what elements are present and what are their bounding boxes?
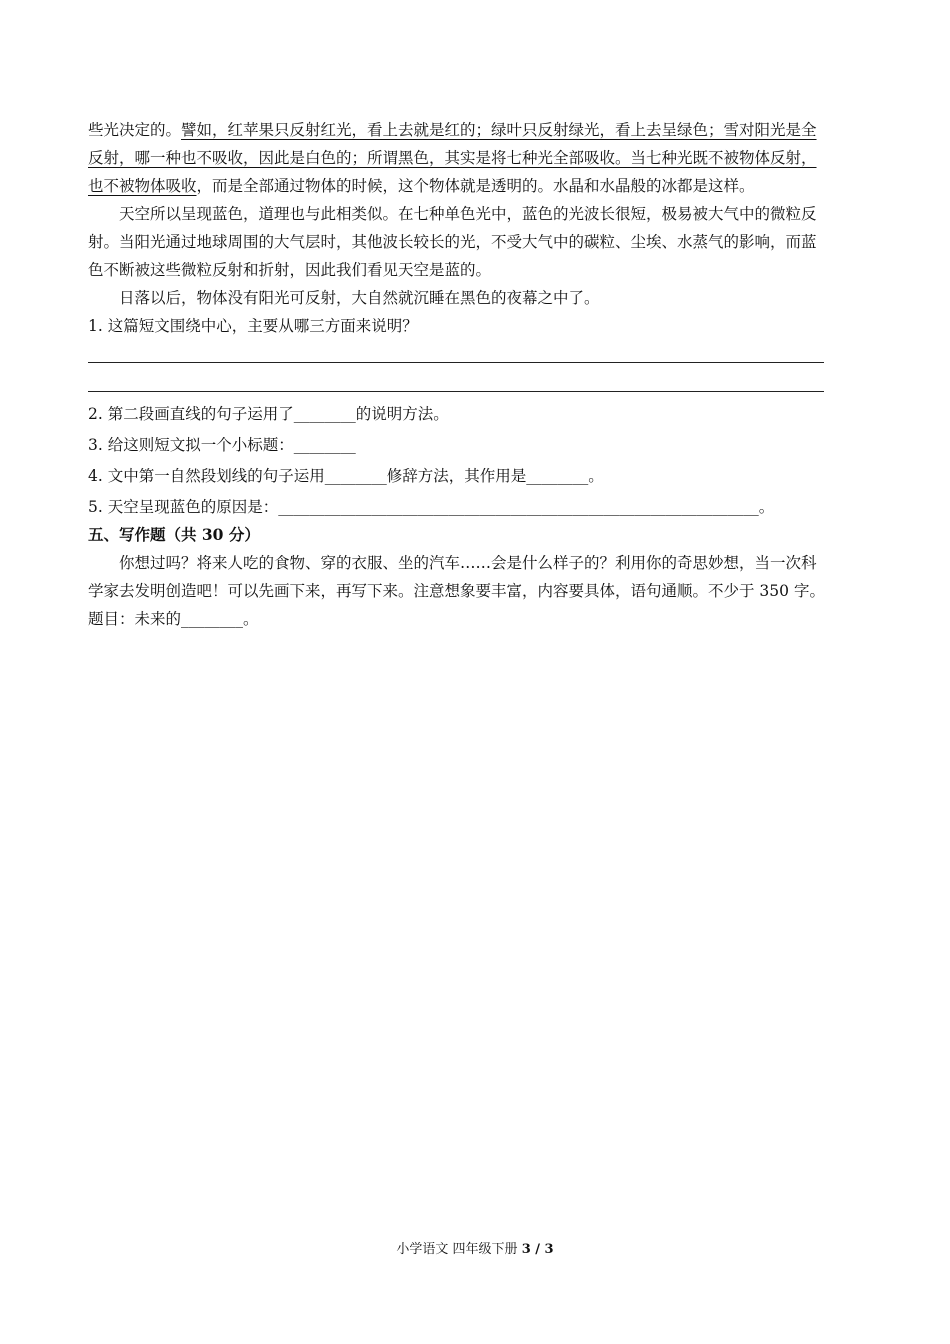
writing-heading: 五、写作题（共 30 分） (88, 525, 260, 544)
question-5: 5. 天空呈现蓝色的原因是：______________________________________________________________。 (88, 498, 775, 516)
underlined-sentence: 也不被物体吸收 (88, 177, 197, 195)
passage-p1-line1 (88, 116, 866, 144)
exam-page (88, 116, 866, 633)
writing-title-line: 题目：未来的________。 (88, 610, 259, 628)
passage-text: 些光决定的。 (88, 121, 182, 139)
passage-p2-line1: 天空所以呈现蓝色，道理也与此相类似。在七种单色光中，蓝色的光波长很短，极易被大气中的微粒反 (119, 205, 817, 223)
footer-subject: 小学语文 四年级下册 (396, 1242, 518, 1257)
underlined-sentence: 譬如，红苹果只反射红光，看上去就是红的；绿叶只反射绿光，看上去呈绿色；雪对阳光是全 (181, 121, 817, 139)
passage-text: ，而是全部通过物体的时候，这个物体就是透明的。水晶和水晶般的冰都是这样。 (196, 177, 755, 195)
writing-prompt-line1: 你想过吗？将来人吃的食物、穿的衣服、坐的汽车……会是什么样子的？利用你的奇思妙想，当一次科 (119, 554, 817, 572)
page-number: 3 / 3 (521, 1242, 554, 1257)
question-4: 4. 文中第一自然段划线的句子运用________修辞方法，其作用是________。 (88, 467, 604, 485)
passage-p2-line3: 色不断被这些微粒反射和折射，因此我们看见天空是蓝的。 (88, 261, 492, 279)
page-footer (0, 1240, 950, 1260)
answer-line-2[interactable] (88, 369, 866, 398)
writing-prompt-line2: 学家去发明创造吧！可以先画下来，再写下来。注意想象要丰富，内容要具体，语句通顺。不少于 350 字。 (88, 582, 825, 600)
question-2: 2. 第二段画直线的句子运用了________的说明方法。 (88, 405, 449, 423)
passage-p2-line2: 射。当阳光通过地球周围的大气层时，其他波长较长的光，不受大气中的碳粒、尘埃、水蒸气的影响，而蓝 (88, 233, 817, 251)
passage-p3: 日落以后，物体没有阳光可反射，大自然就沉睡在黑色的夜幕之中了。 (119, 289, 600, 307)
question-3: 3. 给这则短文拟一个小标题：________ (88, 436, 356, 454)
passage-p1-line3 (88, 172, 866, 200)
answer-line-1[interactable] (88, 340, 866, 369)
question-1: 1. 这篇短文围绕中心，主要从哪三方面来说明？ (88, 317, 418, 335)
underlined-sentence: 反射，哪一种也不吸收，因此是白色的；所谓黑色，其实是将七种光全部吸收。当七种光既不被物体反射， (88, 149, 817, 167)
passage-p1-line2 (88, 144, 866, 172)
